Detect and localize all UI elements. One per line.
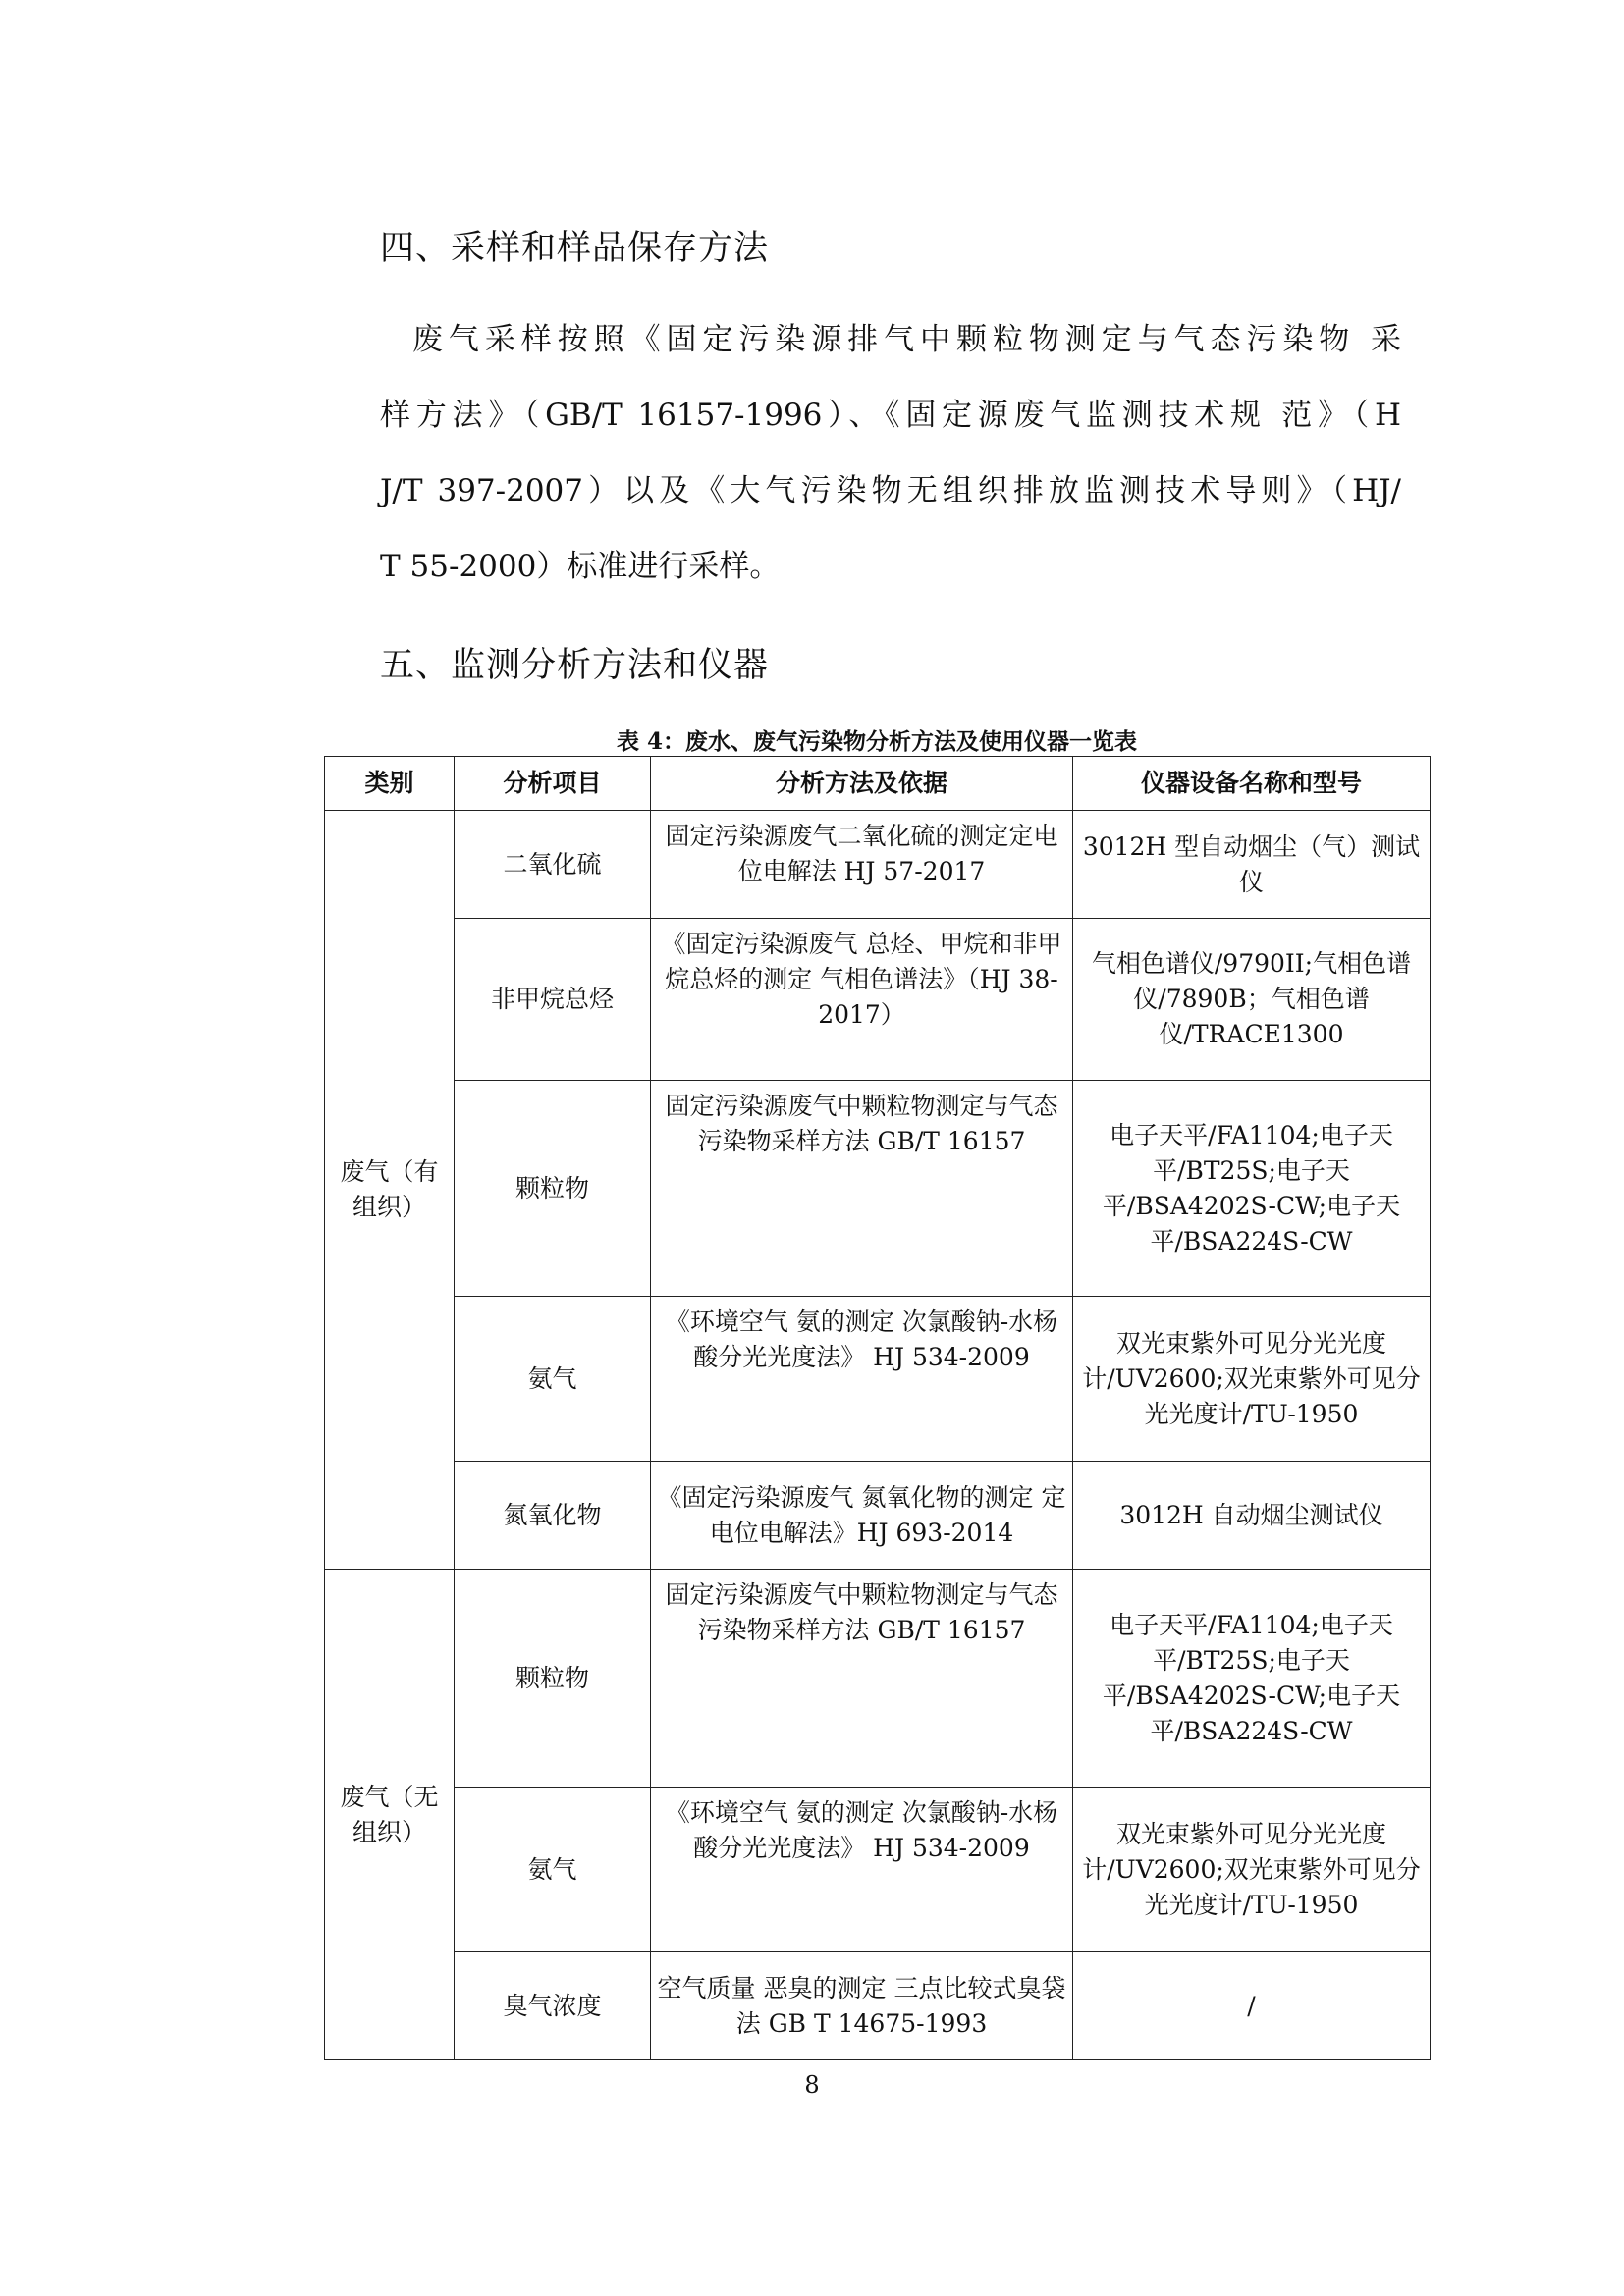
method-cell: 固定污染源废气二氧化硫的测定定电位电解法 HJ 57-2017 [651, 811, 1073, 919]
item-cell: 氨气 [455, 1788, 651, 1952]
instrument-cell: 电子天平/FA1104;电子天平/BT25S;电子天平/BSA4202S-CW;电子天平/BSA224S-CW [1073, 1570, 1431, 1788]
table-row [325, 1081, 1431, 1297]
paragraph-line: T 55-2000）标准进行采样。 [380, 549, 781, 584]
category-cell: 废气（有组织） [325, 811, 455, 1570]
section-heading-5: 五、监测分析方法和仪器 [380, 646, 770, 685]
instrument-cell: / [1073, 1952, 1431, 2060]
method-cell: 《环境空气 氨的测定 次氯酸钠-水杨酸分光光度法》 HJ 534-2009 [651, 1297, 1073, 1462]
table-row [325, 1462, 1431, 1570]
item-cell: 颗粒物 [455, 1570, 651, 1788]
method-cell: 《环境空气 氨的测定 次氯酸钠-水杨酸分光光度法》 HJ 534-2009 [651, 1788, 1073, 1952]
header-instrument: 仪器设备名称和型号 [1073, 757, 1431, 811]
page-number: 8 [804, 2071, 820, 2099]
instrument-cell: 3012H 型自动烟尘（气）测试仪 [1073, 811, 1431, 919]
table-row [325, 1952, 1431, 2060]
instrument-cell: 气相色谱仪/9790II;气相色谱仪/7890B；气相色谱仪/TRACE1300 [1073, 919, 1431, 1081]
item-cell: 臭气浓度 [455, 1952, 651, 2060]
item-cell: 二氧化硫 [455, 811, 651, 919]
item-cell: 非甲烷总烃 [455, 919, 651, 1081]
method-cell: 《固定污染源废气 总烃、甲烷和非甲烷总烃的测定 气相色谱法》（HJ 38-2017） [651, 919, 1073, 1081]
method-cell: 《固定污染源废气 氮氧化物的测定 定电位电解法》HJ 693-2014 [651, 1462, 1073, 1570]
item-cell: 氨气 [455, 1297, 651, 1462]
method-cell: 固定污染源废气中颗粒物测定与气态污染物采样方法 GB/T 16157 [651, 1570, 1073, 1788]
section-heading-4: 四、采样和样品保存方法 [380, 229, 770, 268]
item-cell: 氮氧化物 [455, 1462, 651, 1570]
table-row [325, 811, 1431, 919]
table-row [325, 1570, 1431, 1788]
header-item: 分析项目 [455, 757, 651, 811]
instrument-cell: 双光束紫外可见分光光度计/UV2600;双光束紫外可见分光光度计/TU-1950 [1073, 1297, 1431, 1462]
table-caption: 表 4：废水、废气污染物分析方法及使用仪器一览表 [616, 728, 1137, 755]
paragraph-line: 废气采样按照《固定污染源排气中颗粒物测定与气态污染物 采 [412, 322, 1401, 357]
table-header-row [325, 757, 1431, 811]
table-row [325, 1297, 1431, 1462]
category-cell: 废气（无组织） [325, 1570, 455, 2060]
methods-table [324, 756, 1431, 2060]
method-cell: 空气质量 恶臭的测定 三点比较式臭袋法 GB T 14675-1993 [651, 1952, 1073, 2060]
header-category: 类别 [325, 757, 455, 811]
method-cell: 固定污染源废气中颗粒物测定与气态污染物采样方法 GB/T 16157 [651, 1081, 1073, 1297]
paragraph-line: J/T 397-2007）以及《大气污染物无组织排放监测技术导则》（HJ/ [380, 473, 1401, 508]
instrument-cell: 电子天平/FA1104;电子天平/BT25S;电子天平/BSA4202S-CW;电子天平/BSA224S-CW [1073, 1081, 1431, 1297]
item-cell: 颗粒物 [455, 1081, 651, 1297]
table-row [325, 1788, 1431, 1952]
header-method: 分析方法及依据 [651, 757, 1073, 811]
instrument-cell: 双光束紫外可见分光光度计/UV2600;双光束紫外可见分光光度计/TU-1950 [1073, 1788, 1431, 1952]
table-row [325, 919, 1431, 1081]
paragraph-line: 样方法》（GB/T 16157-1996）、《固定源废气监测技术规 范》（H [380, 398, 1401, 433]
instrument-cell: 3012H 自动烟尘测试仪 [1073, 1462, 1431, 1570]
